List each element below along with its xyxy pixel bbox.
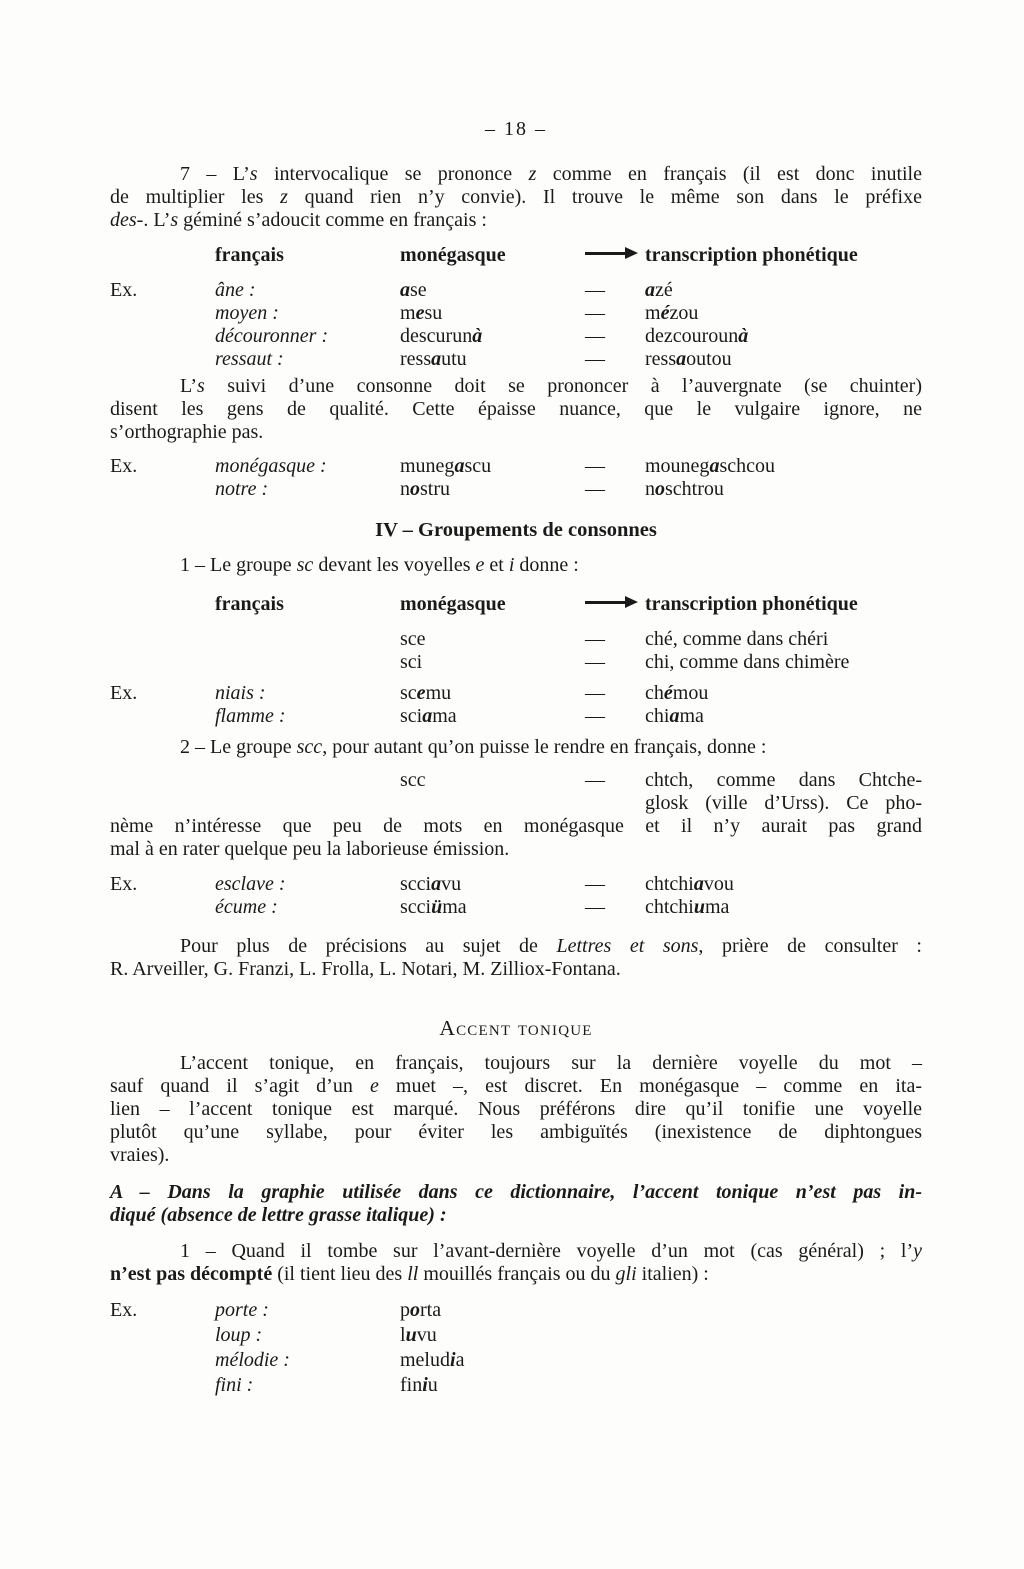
- table-esclave: [110, 873, 922, 919]
- monegasque-word: [400, 1323, 585, 1348]
- monegasque-word: [400, 1348, 585, 1373]
- text-segment: L’accent tonique, en français, toujours sur la dernière voyelle du mot –: [180, 1052, 922, 1074]
- text-segment: vraies).: [110, 1144, 170, 1166]
- french-word: niais :: [215, 682, 266, 704]
- paragraph-line: [110, 1098, 922, 1121]
- dash: [585, 1348, 645, 1373]
- text-segment: a: [431, 873, 442, 895]
- text-segment: L’: [180, 375, 198, 397]
- text-segment: y: [913, 1240, 922, 1262]
- table-row: [110, 478, 922, 501]
- dash: —: [585, 478, 605, 500]
- ex-label: Ex.: [110, 682, 138, 704]
- french-word: mélodie :: [215, 1349, 290, 1371]
- phonetic-word: [645, 792, 922, 815]
- text-segment: 1 – Quand il tombe sur l’avant-dernière voyelle d’un mot (cas général) ; l’: [180, 1240, 914, 1262]
- french-word: esclave :: [215, 873, 286, 895]
- paragraph-line: [110, 1052, 922, 1075]
- dash: —: [585, 279, 605, 301]
- table-row: [110, 1298, 922, 1323]
- text-segment: sc: [400, 682, 417, 704]
- text-segment: a: [400, 279, 410, 301]
- table-scc: [110, 769, 922, 815]
- para-pour-plus: [110, 935, 922, 981]
- dash: [585, 1298, 645, 1323]
- french-word: porte :: [215, 1299, 269, 1321]
- monegasque-word: [400, 628, 585, 651]
- text-segment: mouillés français ou du: [418, 1263, 616, 1285]
- paragraph-line: [110, 554, 922, 577]
- text-segment: ma: [705, 896, 730, 918]
- text-segment: su: [424, 302, 443, 324]
- paragraph-line: [110, 375, 922, 398]
- text-segment: italien) :: [636, 1263, 709, 1285]
- text-segment: ma: [432, 705, 457, 727]
- text-segment: gli: [615, 1263, 637, 1285]
- table-row: [110, 792, 922, 815]
- para-groupe-scc: [110, 736, 922, 759]
- para-7: [110, 163, 922, 232]
- para-accent: [110, 1052, 922, 1167]
- dash: —: [585, 348, 605, 370]
- text-segment: chtchi: [645, 873, 694, 895]
- text-segment: e: [475, 554, 485, 576]
- text-segment: scci: [400, 896, 432, 918]
- paragraph-line: [110, 1121, 922, 1144]
- text-segment: ll: [407, 1263, 419, 1285]
- text-segment: ch: [645, 682, 664, 704]
- dash: —: [585, 896, 605, 918]
- french-word: découronner :: [215, 325, 329, 347]
- table-row: [110, 873, 922, 896]
- text-segment: descurun: [400, 325, 473, 347]
- para-s-suivi: [110, 375, 922, 444]
- ex-label: Ex.: [110, 455, 138, 477]
- dash: —: [585, 705, 605, 727]
- text-segment: mou: [672, 682, 709, 704]
- text-segment: e: [369, 1075, 379, 1097]
- monegasque-word: [400, 1298, 585, 1323]
- text-segment: sci: [400, 651, 423, 673]
- text-segment: de multiplier les: [110, 186, 281, 208]
- text-segment: à: [472, 325, 483, 347]
- text-segment: chtchi: [645, 896, 694, 918]
- table-row: [110, 455, 922, 478]
- french-word: âne :: [215, 279, 256, 301]
- text-segment: outou: [686, 348, 732, 370]
- paragraph-line: [110, 398, 922, 421]
- right-arrow-icon: [585, 252, 625, 255]
- monegasque-word: [400, 1373, 585, 1398]
- text-segment: chi, comme dans chimère: [645, 651, 850, 673]
- table-row: [110, 1323, 922, 1348]
- table-ane: [110, 244, 922, 371]
- text-segment: s: [249, 163, 258, 185]
- heading-iv: IV – Groupements de consonnes: [375, 519, 657, 541]
- text-segment: s’orthographie pas.: [110, 421, 264, 443]
- text-segment: scci: [400, 873, 432, 895]
- dash: —: [585, 682, 605, 704]
- table-row: [110, 279, 922, 302]
- text-segment: m: [645, 302, 661, 324]
- paragraph-line: [110, 1240, 922, 1263]
- ex-label: Ex.: [110, 279, 138, 301]
- text-segment: a: [645, 279, 655, 301]
- monegasque-word: [400, 279, 585, 302]
- text-segment: schtrou: [665, 478, 724, 500]
- para-groupe-sc: [110, 554, 922, 577]
- text-segment: schcou: [719, 455, 775, 477]
- text-segment: u: [693, 896, 705, 918]
- text-segment: disent les gens de qualité. Cette épaisse nuance, que le vulgaire ignore, ne: [110, 398, 922, 420]
- text-segment: devant les voyelles: [313, 554, 476, 576]
- french-word: écume :: [215, 896, 278, 918]
- ex-label: [110, 1323, 215, 1348]
- header-spacer: [110, 244, 215, 267]
- text-segment: sce: [400, 628, 426, 650]
- paragraph-line: [110, 163, 922, 186]
- text-segment: rta: [420, 1299, 442, 1321]
- ex-label: Ex.: [110, 1299, 138, 1321]
- text-segment: a: [669, 705, 680, 727]
- text-segment: suivi d’une consonne doit se prononcer à l’auvergnate (se chuinter): [204, 375, 922, 397]
- table-row: [110, 1373, 922, 1398]
- table-row: [110, 302, 922, 325]
- text-segment: o: [655, 478, 665, 500]
- phonetic-word: [645, 873, 922, 896]
- table-monegascu: [110, 455, 922, 501]
- ex-label: [110, 792, 215, 815]
- text-segment: m: [400, 302, 416, 324]
- ex-label: [110, 325, 215, 348]
- french-word: ressaut :: [215, 348, 284, 370]
- table-row: [110, 769, 922, 792]
- text-segment: lien – l’accent tonique est marqué. Nous préférons dire qu’il tonifie une voyelle: [110, 1098, 922, 1120]
- table-row: [110, 896, 922, 919]
- dash: —: [585, 302, 605, 324]
- ex-label: [110, 628, 215, 651]
- paragraph-line: [110, 209, 922, 232]
- phonetic-word: [645, 325, 922, 348]
- text-segment: Pour plus de précisions au sujet de: [180, 935, 557, 957]
- phonetic-word: [645, 478, 922, 501]
- phonetic-word: [645, 705, 922, 728]
- page-content: [110, 118, 922, 1398]
- text-segment: i: [508, 554, 515, 576]
- phonetic-word: [645, 682, 922, 705]
- text-segment: fin: [400, 1374, 423, 1396]
- paragraph-line: [110, 815, 922, 838]
- dash: —: [585, 455, 605, 477]
- text-segment: n: [645, 478, 655, 500]
- text-segment: a: [676, 348, 687, 370]
- ex-label: Ex.: [110, 873, 138, 895]
- monegasque-word: [400, 792, 585, 815]
- paragraph-line: [110, 1075, 922, 1098]
- paragraph-line: [110, 736, 922, 759]
- text-segment: mal à en rater quelque peu la laborieuse émission.: [110, 838, 510, 860]
- text-segment: scc: [296, 736, 323, 758]
- phonetic-word: [645, 651, 922, 674]
- dash: [585, 1323, 645, 1348]
- paragraph-line: [110, 1204, 922, 1227]
- text-segment: o: [410, 478, 420, 500]
- header-arrow-cell: [585, 593, 645, 616]
- page-number: – 18 –: [485, 118, 547, 140]
- text-segment: sauf quand il s’agit d’un: [110, 1075, 370, 1097]
- paragraph-line: [110, 935, 922, 958]
- header-arrow-cell: [585, 244, 645, 267]
- phonetic-word: [645, 455, 922, 478]
- text-segment: A – Dans la graphie utilisée dans ce dictionnaire, l’accent tonique n’est pas in-: [110, 1181, 922, 1203]
- text-segment: e: [415, 302, 425, 324]
- dash: —: [585, 628, 605, 650]
- phonetic-word: [645, 1373, 922, 1398]
- phonetic-word: [645, 1323, 922, 1348]
- text-segment: z: [280, 186, 288, 208]
- ex-label: [110, 1348, 215, 1373]
- french-word: fini :: [215, 1374, 254, 1396]
- monegasque-word: [400, 348, 585, 371]
- text-segment: mu: [425, 682, 452, 704]
- phonetic-word: [645, 896, 922, 919]
- table-row: [110, 628, 922, 651]
- text-segment: u: [427, 1374, 438, 1396]
- ex-label: [110, 769, 215, 792]
- table-porte: [110, 1298, 922, 1398]
- phonetic-word: [645, 628, 922, 651]
- text-segment: dezcouroun: [645, 325, 739, 347]
- text-segment: vu: [416, 1324, 437, 1346]
- text-segment: ress: [645, 348, 677, 370]
- header-monegasque: monégasque: [400, 244, 506, 266]
- text-segment: sc: [296, 554, 314, 576]
- text-segment: e: [416, 682, 426, 704]
- french-word: loup :: [215, 1324, 263, 1346]
- text-segment: . L’: [143, 209, 171, 231]
- text-segment: plutôt qu’une syllabe, pour éviter les ambiguïtés (inexistence de diphtongues: [110, 1121, 922, 1143]
- ex-label: [110, 302, 215, 325]
- text-segment: chi: [645, 705, 670, 727]
- text-segment: se: [410, 279, 427, 301]
- para-scc-cont: [110, 815, 922, 861]
- paragraph-line: [110, 1181, 922, 1204]
- header-francais: français: [215, 244, 284, 266]
- text-segment: quand rien n’y convie). Il trouve le même son dans le préfixe: [287, 186, 922, 208]
- table-header: [110, 244, 922, 267]
- ex-label: [110, 478, 215, 501]
- text-segment: ché, comme dans chéri: [645, 628, 829, 650]
- dash: —: [585, 873, 605, 895]
- text-segment: i: [422, 1374, 428, 1396]
- monegasque-word: [400, 478, 585, 501]
- paragraph-line: [110, 958, 922, 981]
- text-segment: ü: [431, 896, 443, 918]
- ex-label: [110, 705, 215, 728]
- french-word: [215, 769, 400, 792]
- text-segment: mouneg: [645, 455, 710, 477]
- table-header: [110, 593, 922, 616]
- heading-accent: Accent tonique: [439, 1016, 593, 1040]
- table-row: [110, 1348, 922, 1373]
- text-segment: i: [450, 1349, 456, 1371]
- text-segment: , pour autant qu’on puisse le rendre en français, donne :: [322, 736, 767, 758]
- text-segment: intervocalique se prononce: [257, 163, 529, 185]
- header-phonetique: transcription phonétique: [645, 593, 858, 615]
- monegasque-word: [400, 896, 585, 919]
- text-segment: z: [528, 163, 537, 185]
- monegasque-word: [400, 769, 585, 792]
- text-segment: zou: [669, 302, 699, 324]
- dash: —: [585, 325, 605, 347]
- french-word: [215, 651, 400, 674]
- text-segment: vou: [703, 873, 734, 895]
- paragraph-line: [110, 1144, 922, 1167]
- french-word: monégasque :: [215, 455, 327, 477]
- paragraph-line: [110, 186, 922, 209]
- monegasque-word: [400, 455, 585, 478]
- monegasque-word: [400, 682, 585, 705]
- text-segment: melud: [400, 1349, 450, 1371]
- table-row: [110, 705, 922, 728]
- monegasque-word: [400, 651, 585, 674]
- header-francais: français: [215, 593, 284, 615]
- text-segment: ress: [400, 348, 432, 370]
- text-segment: a: [454, 455, 465, 477]
- dash: [585, 1373, 645, 1398]
- text-segment: et: [484, 554, 509, 576]
- text-segment: donne :: [514, 554, 579, 576]
- ex-label: [110, 348, 215, 371]
- paragraph-line: [110, 421, 922, 444]
- header-monegasque: monégasque: [400, 593, 506, 615]
- dash: [585, 792, 645, 815]
- text-segment: à: [738, 325, 749, 347]
- para-item-1: [110, 1240, 922, 1286]
- text-segment: scc: [400, 769, 426, 791]
- header-phonetique: transcription phonétique: [645, 244, 858, 266]
- text-segment: géminé s’adoucit comme en français :: [178, 209, 487, 231]
- text-segment: ma: [679, 705, 704, 727]
- text-segment: nème n’intéresse que peu de mots en monégasque et il n’y aurait pas grand: [110, 815, 922, 837]
- text-segment: Lettres et sons: [556, 935, 699, 957]
- monegasque-word: [400, 873, 585, 896]
- text-segment: chtch, comme dans Chtche-: [645, 769, 922, 791]
- text-segment: muneg: [400, 455, 455, 477]
- french-word: notre :: [215, 478, 269, 500]
- french-word: moyen :: [215, 302, 279, 324]
- ex-label: [110, 651, 215, 674]
- right-arrow-icon: [585, 601, 625, 604]
- text-segment: é: [660, 302, 670, 324]
- text-segment: a: [693, 873, 704, 895]
- monegasque-word: [400, 325, 585, 348]
- text-segment: u: [405, 1324, 417, 1346]
- french-word: flamme :: [215, 705, 286, 727]
- text-segment: utu: [441, 348, 467, 370]
- table-row: [110, 348, 922, 371]
- dash: —: [585, 769, 605, 791]
- text-segment: , prière de consulter :: [698, 935, 922, 957]
- paragraph-line: [110, 838, 922, 861]
- french-word: [215, 628, 400, 651]
- text-segment: comme en français (il est donc inutile: [536, 163, 922, 185]
- phonetic-word: [645, 769, 922, 792]
- french-word: [215, 792, 400, 815]
- dash: —: [585, 651, 605, 673]
- text-segment: sci: [400, 705, 423, 727]
- paragraph-line: [110, 1263, 922, 1286]
- text-segment: 1 – Le groupe: [180, 554, 297, 576]
- phonetic-word: [645, 302, 922, 325]
- phonetic-word: [645, 279, 922, 302]
- text-segment: 2 – Le groupe: [180, 736, 297, 758]
- ex-label: [110, 1373, 215, 1398]
- monegasque-word: [400, 302, 585, 325]
- text-segment: a: [431, 348, 442, 370]
- text-segment: scu: [464, 455, 492, 477]
- text-segment: a: [455, 1349, 465, 1371]
- text-segment: n’est pas décompté: [110, 1263, 273, 1285]
- text-segment: muet –, est discret. En monégasque – comme en ita-: [378, 1075, 922, 1097]
- table-sce: [110, 593, 922, 728]
- monegasque-word: [400, 705, 585, 728]
- text-segment: ma: [442, 896, 467, 918]
- text-segment: n: [400, 478, 410, 500]
- text-segment: glosk (ville d’Urss). Ce pho-: [645, 792, 922, 814]
- phonetic-word: [645, 1298, 922, 1323]
- text-segment: vu: [441, 873, 462, 895]
- text-segment: stru: [420, 478, 450, 500]
- phonetic-word: [645, 1348, 922, 1373]
- text-segment: l: [400, 1324, 406, 1346]
- text-segment: s: [197, 375, 205, 397]
- table-row: [110, 651, 922, 674]
- text-segment: é: [663, 682, 673, 704]
- text-segment: p: [400, 1299, 410, 1321]
- text-segment: diqué (absence de lettre grasse italique) :: [110, 1204, 447, 1226]
- text-segment: s: [170, 209, 179, 231]
- para-accent-rule: [110, 1181, 922, 1227]
- text-segment: 7 – L’: [180, 163, 250, 185]
- text-segment: R. Arveiller, G. Franzi, L. Frolla, L. Notari, M. Zilliox-Fontana.: [110, 958, 621, 980]
- text-segment: zé: [655, 279, 673, 301]
- ex-label: [110, 896, 215, 919]
- phonetic-word: [645, 348, 922, 371]
- table-row: [110, 325, 922, 348]
- header-spacer: [110, 593, 215, 616]
- table-row: [110, 682, 922, 705]
- blocks-root: [110, 163, 922, 1398]
- text-segment: o: [410, 1299, 420, 1321]
- text-segment: (il tient lieu des: [272, 1263, 408, 1285]
- text-segment: a: [422, 705, 433, 727]
- text-segment: a: [709, 455, 720, 477]
- text-segment: des-: [110, 209, 144, 231]
